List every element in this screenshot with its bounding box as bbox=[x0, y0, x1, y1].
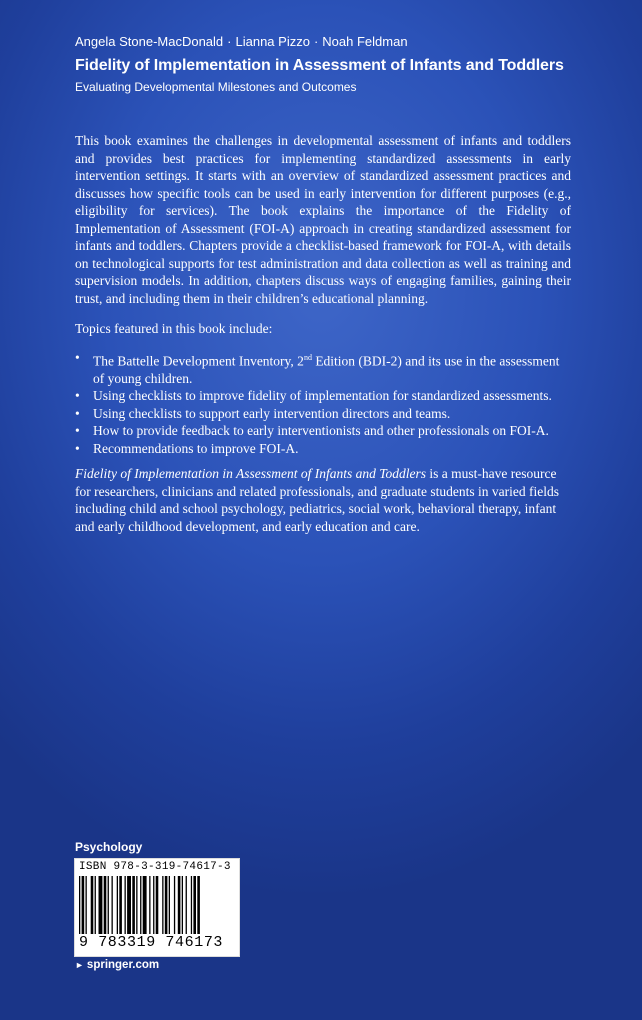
barcode-bar bbox=[132, 876, 135, 934]
barcode-bar bbox=[197, 876, 200, 934]
barcode-bar bbox=[193, 876, 196, 934]
bullet-icon: • bbox=[75, 405, 80, 421]
topic-text: Using checklists to improve fidelity of implementation for standardized assessments. bbox=[93, 388, 552, 403]
topic-text: Using checklists to support early intervention directors and teams. bbox=[93, 405, 451, 421]
barcode-bar bbox=[125, 876, 126, 934]
authors-line bbox=[75, 33, 595, 51]
author-name: Lianna Pizzo bbox=[235, 34, 310, 49]
barcode-bar bbox=[136, 876, 137, 934]
barcode-bar bbox=[108, 876, 109, 934]
barcode-bar bbox=[178, 876, 181, 934]
barcode-bar bbox=[99, 876, 103, 934]
back-cover-text bbox=[75, 132, 571, 535]
list-item bbox=[75, 349, 571, 388]
barcode-bar bbox=[182, 876, 183, 934]
publisher-footer bbox=[75, 959, 159, 971]
topics-intro: Topics featured in this book include: bbox=[75, 321, 273, 336]
barcode-bar bbox=[119, 876, 122, 934]
book-description: This book examines the challenges in developmental assessment of infants and toddlers and provides best practices for implementing standardized assessments in early intervention settings. It starts with an overview of standardized assessment practices and discusses how specific tools can be used in early intervention for different purposes (e.g., eligibility for services). The book explains the importance of the Fidelity of Implementation of Assessment (FOI-A) approach in creating standardized assessment for infants and toddlers. Chapters provide a checklist-based framework for FOI-A, with details on technological supports for test administration and data collection as well as training and supervision models. In addition, chapters discuss ways of engaging families, gaining their trust, and including them in their children’s educational planning. bbox=[75, 133, 571, 306]
topics-list bbox=[75, 349, 571, 458]
publisher-link[interactable]: springer.com bbox=[86, 959, 160, 971]
list-item bbox=[75, 405, 571, 423]
barcode-bar bbox=[186, 876, 187, 934]
bullet-icon: • bbox=[75, 423, 80, 438]
barcode-bar bbox=[191, 876, 192, 934]
barcode-bar bbox=[149, 876, 150, 934]
isbn-digits: 9 783319 746173 bbox=[79, 934, 224, 951]
topic-text: Edition (BDI-2) and its use in the assessment of young children. bbox=[93, 353, 560, 386]
barcode-bar bbox=[117, 876, 118, 934]
barcode-bar bbox=[169, 876, 170, 934]
barcode-bars bbox=[79, 876, 235, 934]
topic-text: How to provide feedback to early interventionists and other professionals on FOI-A. bbox=[93, 423, 549, 438]
barcode-bar bbox=[127, 876, 131, 934]
superscript-ordinal: nd bbox=[303, 352, 312, 362]
barcode-bar bbox=[156, 876, 159, 934]
barcode-bar bbox=[174, 876, 175, 934]
closing-paragraph bbox=[75, 465, 571, 535]
book-subtitle: Evaluating Developmental Milestones and Outcomes bbox=[75, 80, 357, 94]
book-title: Fidelity of Implementation in Assessment of Infants and Toddlers bbox=[75, 57, 564, 74]
author-separator: · bbox=[313, 34, 319, 49]
author-name: Angela Stone-MacDonald bbox=[75, 34, 224, 49]
bullet-icon: • bbox=[75, 349, 80, 365]
topic-text: Recommendations to improve FOI-A. bbox=[93, 440, 299, 456]
list-item bbox=[75, 387, 571, 405]
isbn-barcode bbox=[74, 858, 240, 957]
barcode-bar bbox=[143, 876, 147, 934]
barcode-bar bbox=[153, 876, 154, 934]
closing-text: is a must-have resource for researchers, clinicians and related professionals, and graduate students in varied fields including child and school psychology, pediatrics, social work, behavioral therapy, infant and early childhood development, and early education and care. bbox=[75, 466, 559, 534]
barcode-bar bbox=[86, 876, 87, 934]
barcode-bar bbox=[165, 876, 168, 934]
barcode-bar bbox=[104, 876, 107, 934]
list-item bbox=[75, 422, 571, 440]
barcode-bar bbox=[82, 876, 85, 934]
barcode-bar bbox=[95, 876, 96, 934]
cover-header bbox=[75, 33, 595, 96]
italic-book-title: Fidelity of Implementation in Assessment of Infants and Toddlers bbox=[75, 466, 426, 481]
arrow-icon: ► bbox=[75, 960, 84, 970]
subject-category: Psychology bbox=[75, 840, 143, 854]
barcode-bar bbox=[91, 876, 94, 934]
list-item bbox=[75, 440, 571, 458]
barcode-bar bbox=[112, 876, 113, 934]
barcode-bar bbox=[162, 876, 163, 934]
barcode-bar bbox=[79, 876, 80, 934]
barcode-bar bbox=[140, 876, 141, 934]
topic-text: The Battelle Development Inventory, 2 bbox=[93, 353, 304, 368]
bullet-icon: • bbox=[75, 440, 80, 456]
author-name: Noah Feldman bbox=[322, 34, 408, 49]
bullet-icon: • bbox=[75, 388, 80, 403]
isbn-label: ISBN 978-3-319-74617-3 bbox=[79, 861, 231, 873]
author-separator: · bbox=[227, 34, 232, 49]
